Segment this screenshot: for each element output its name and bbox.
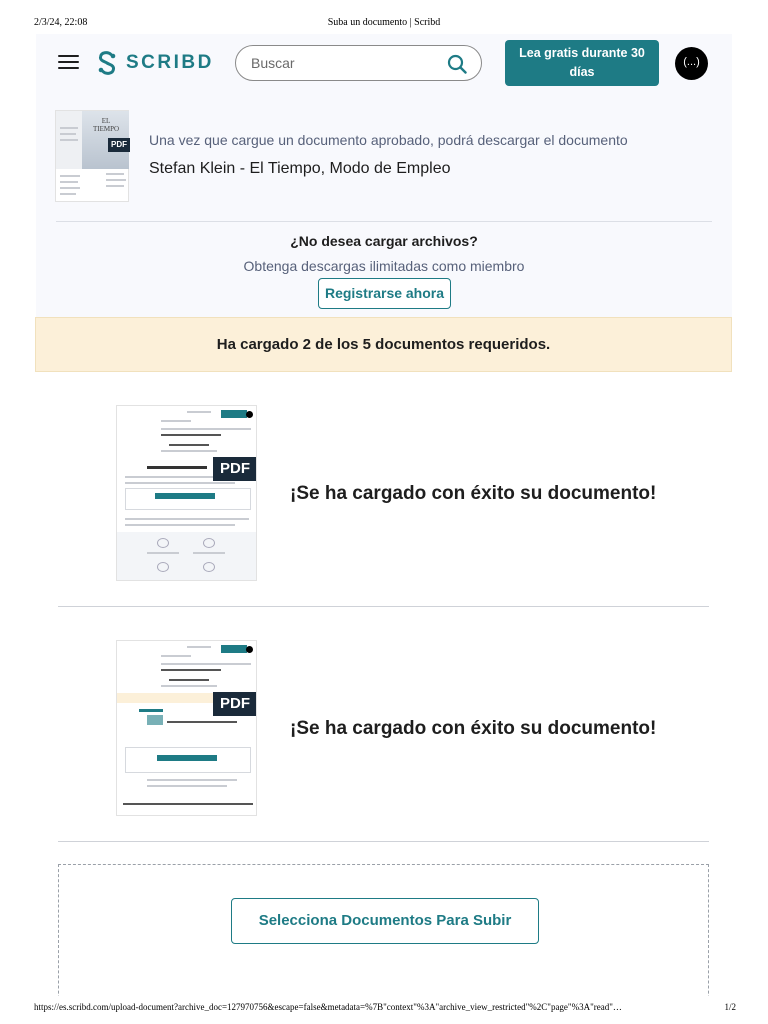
uploaded-document-thumbnail (116, 405, 257, 581)
free-trial-button[interactable]: Lea gratis durante 30 días (505, 40, 659, 86)
print-date: 2/3/24, 22:08 (34, 17, 88, 28)
select-documents-button[interactable]: Selecciona Documentos Para Subir (231, 898, 539, 944)
pdf-badge: PDF (213, 692, 257, 716)
pdf-badge: PDF (213, 457, 257, 481)
print-footer (0, 996, 768, 1024)
upload-progress-banner: Ha cargado 2 de los 5 documentos requeridos. (35, 317, 732, 372)
register-button[interactable]: Registrarse ahora (318, 278, 451, 309)
search-box (235, 45, 482, 81)
uploaded-document-row (58, 393, 709, 607)
membership-subtitle: Obtenga descargas ilimitadas como miembro (243, 258, 525, 274)
divider (58, 606, 709, 607)
download-note: Una vez que cargue un documento aprobado, podrá descargar el documento (149, 132, 628, 148)
divider (58, 841, 709, 842)
upload-success-message: ¡Se ha cargado con éxito su documento! (290, 718, 657, 739)
no-upload-question: ¿No desea cargar archivos? (290, 233, 478, 249)
print-url: https://es.scribd.com/upload-document?archive_doc=127970756&escape=false&metadata=%7B"context"%3A"archive_view_restricted"%2C"page"%3A"read"… (34, 1002, 622, 1012)
scribd-logo[interactable] (96, 51, 214, 75)
upload-success-message: ¡Se ha cargado con éxito su documento! (290, 483, 657, 504)
print-page-number: 1/2 (724, 1002, 736, 1012)
document-thumbnail (55, 110, 129, 202)
scribd-logo-icon (96, 51, 118, 75)
uploaded-document-thumbnail (116, 640, 257, 816)
top-nav (36, 34, 732, 92)
hamburger-menu-icon[interactable] (58, 55, 79, 71)
top-panel (36, 34, 732, 318)
logo-text: SCRIBD (126, 52, 214, 73)
avatar[interactable]: (...) (675, 47, 708, 80)
print-title: Suba un documento | Scribd (327, 17, 441, 28)
uploaded-document-row (58, 628, 709, 842)
search-icon[interactable] (447, 54, 467, 74)
print-header (0, 0, 768, 34)
divider (56, 221, 712, 222)
search-input[interactable] (251, 46, 441, 80)
pdf-badge: PDF (108, 138, 130, 152)
thumb-cover-text: EL TIEMPO (92, 117, 120, 133)
document-title[interactable]: Stefan Klein - El Tiempo, Modo de Empleo (149, 160, 451, 177)
